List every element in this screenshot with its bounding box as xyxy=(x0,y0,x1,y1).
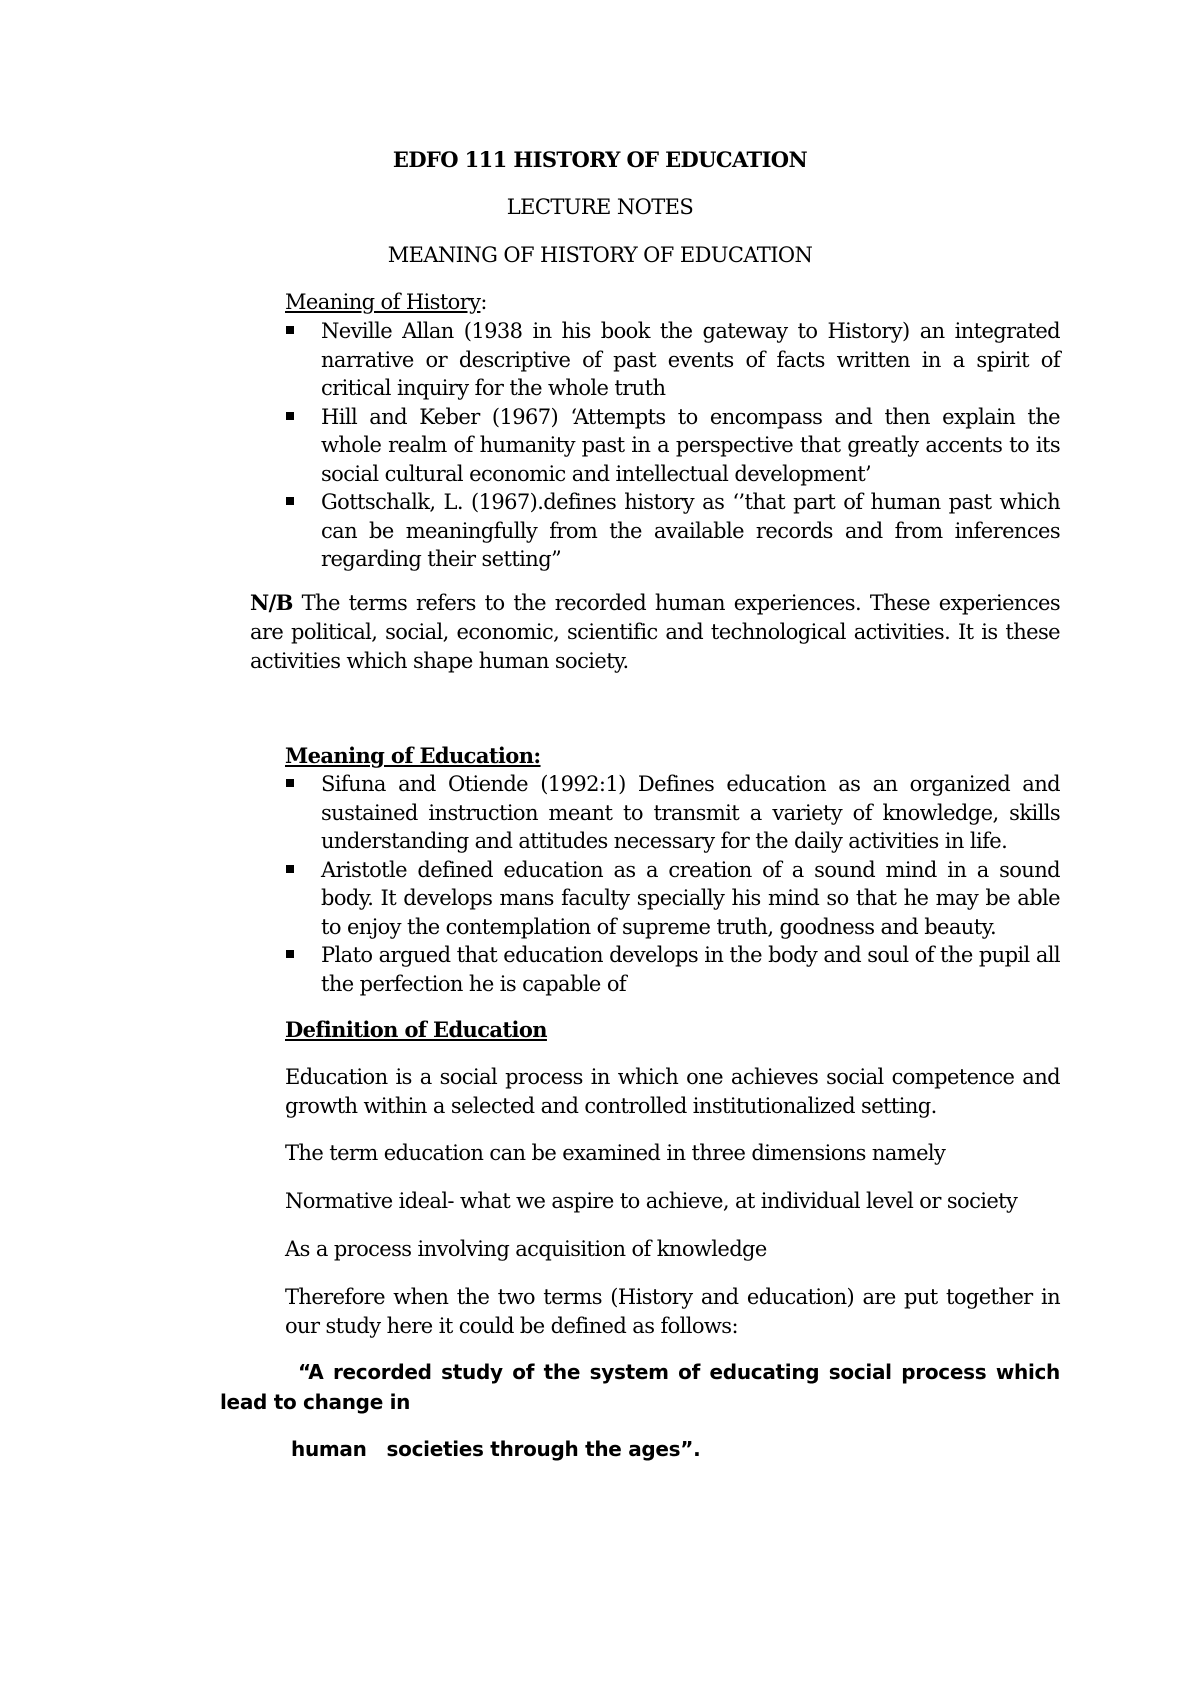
history-definitions-list xyxy=(285,317,1060,574)
education-point xyxy=(285,941,1060,998)
bullet-square-icon xyxy=(286,412,294,420)
bullet-square-icon xyxy=(286,326,294,334)
bullet-square-icon xyxy=(286,779,294,787)
education-point-text: Aristotle defined education as a creation of a sound mind in a sound body. It develops mans faculty specially his mind so that he may be able to enjoy the contemplation of supreme truth, goodness and beauty. xyxy=(321,857,1060,939)
history-point xyxy=(285,403,1060,489)
normative-paragraph: Normative ideal- what we aspire to achieve, at individual level or society xyxy=(285,1189,1018,1213)
nb-label: N/B xyxy=(250,590,293,615)
course-title: EDFO 111 HISTORY OF EDUCATION xyxy=(392,147,808,172)
bullet-square-icon xyxy=(286,950,294,958)
quote-line-1: “A recorded study of the system of educating social process which lead to change in xyxy=(220,1360,1060,1414)
education-point xyxy=(285,770,1060,856)
history-point-text: Neville Allan (1938 in his book the gateway to History) an integrated narrative or descriptive of past events of facts written in a spirit of critical inquiry for the whole truth xyxy=(321,319,1060,400)
history-point-text: Hill and Keber (1967) ‘Attempts to encompass and then explain the whole realm of humanity past in a perspective that greatly accents to its social cultural economic and intellectual development’ xyxy=(321,404,1060,486)
education-point-text: Plato argued that education develops in the body and soul of the pupil all the perfection he is capable of xyxy=(321,943,1060,996)
definition-paragraph: Education is a social process in which one achieves social competence and growth within a selected and controlled institutionalized setting. xyxy=(285,1065,1060,1118)
quote-line-2: human societies through the ages”. xyxy=(291,1437,701,1461)
history-point xyxy=(285,317,1060,403)
history-point-text: Gottschalk, L. (1967).defines history as ‘’that part of human past which can be meaningfully from the available records and from inferences regarding their setting” xyxy=(321,490,1060,571)
bullet-square-icon xyxy=(286,865,294,873)
nb-text: The terms refers to the recorded human experiences. These experiences are political, social, economic, scientific and technological activities. It is these activities which shape human society. xyxy=(250,591,1060,673)
bullet-square-icon xyxy=(286,497,294,505)
process-paragraph: As a process involving acquisition of knowledge xyxy=(285,1237,767,1261)
history-heading-line xyxy=(285,290,487,314)
history-heading-colon: : xyxy=(480,290,487,314)
definition-heading: Definition of Education xyxy=(285,1017,547,1042)
education-point xyxy=(285,856,1060,942)
dimensions-paragraph: The term education can be examined in three dimensions namely xyxy=(285,1141,946,1165)
history-point xyxy=(285,488,1060,574)
education-definitions-list xyxy=(285,770,1060,998)
history-heading: Meaning of History xyxy=(285,290,481,314)
nb-paragraph xyxy=(250,588,1060,676)
education-point-text: Sifuna and Otiende (1992:1) Defines education as an organized and sustained instruction meant to transmit a variety of knowledge, skills understanding and attitudes necessary for the daily activities in life. xyxy=(321,772,1060,853)
education-heading: Meaning of Education: xyxy=(285,743,541,768)
meaning-title: MEANING OF HISTORY OF EDUCATION xyxy=(387,243,813,267)
lecture-notes-title: LECTURE NOTES xyxy=(506,195,694,219)
therefore-paragraph: Therefore when the two terms (History and education) are put together in our study here it could be defined as follows: xyxy=(285,1285,1060,1338)
